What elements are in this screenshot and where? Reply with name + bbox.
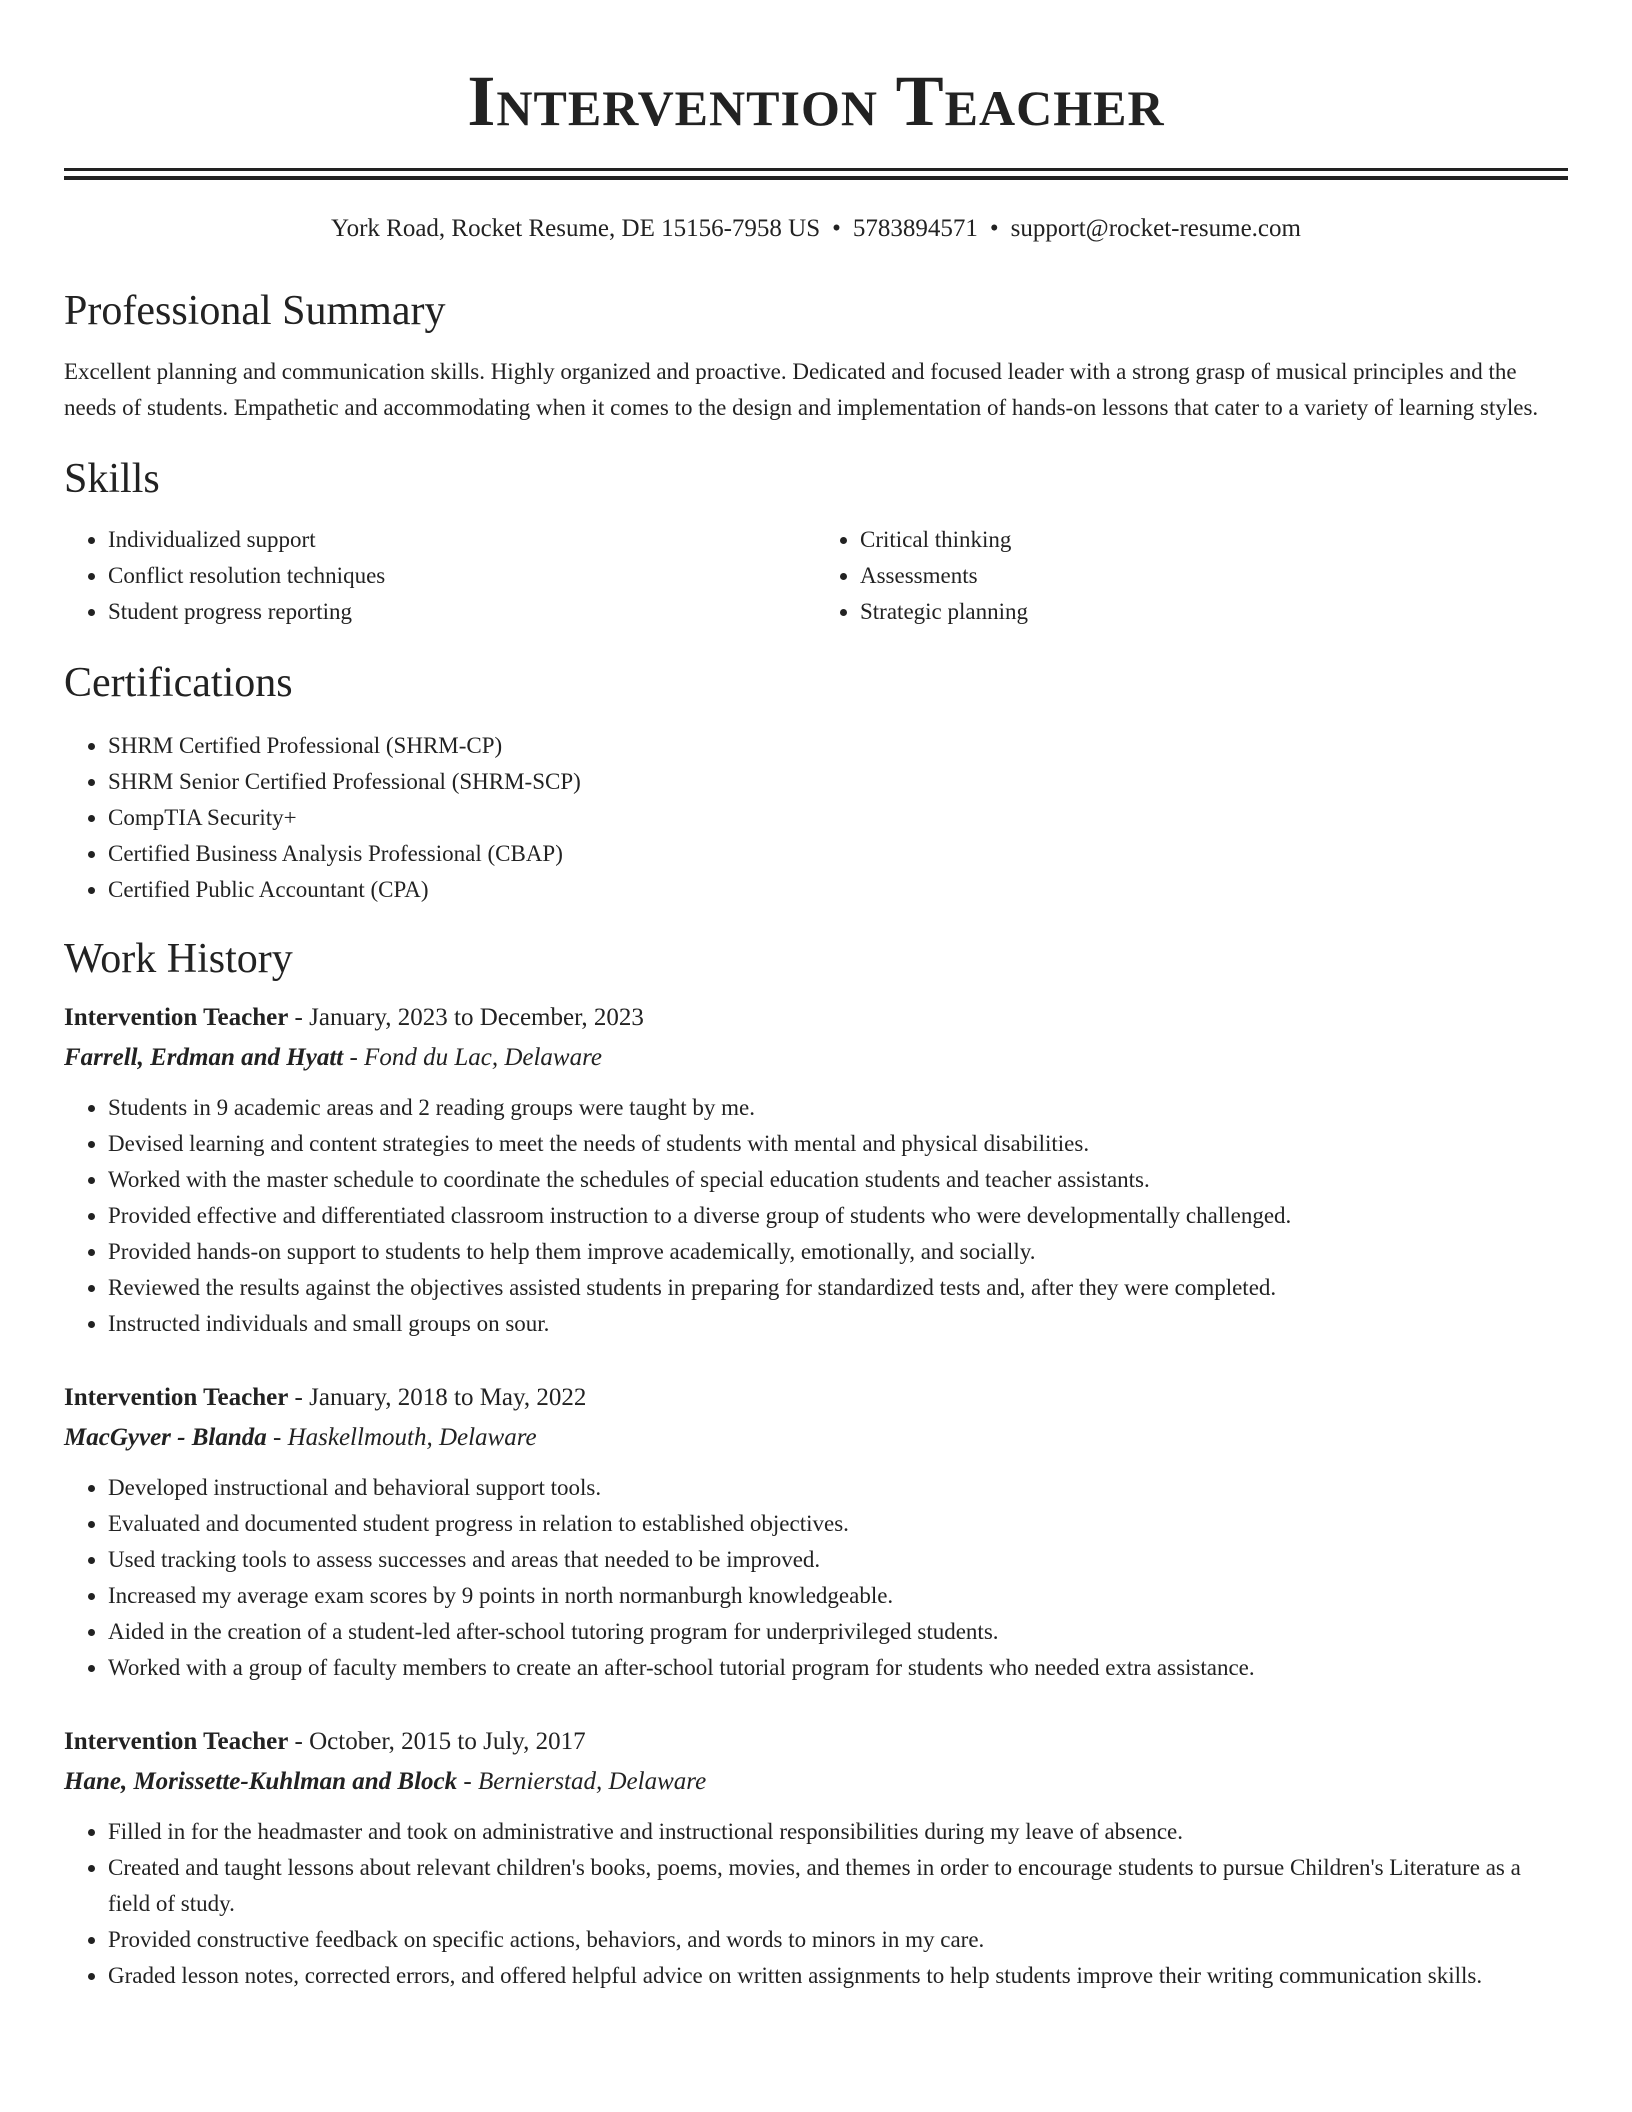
job-bullets xyxy=(64,1814,1568,1994)
job-bullet: • Filled in for the headmaster and took on administrative and instructional responsibilities during my leave of absence. xyxy=(108,1814,1568,1850)
job-bullet: • Worked with a group of faculty members to create an after-school tutorial program for students who needed extra assistance. xyxy=(108,1650,1568,1686)
job-entry xyxy=(64,998,1568,1342)
job-dates: - October, 2015 to July, 2017 xyxy=(288,1728,586,1755)
job-bullet: • Provided hands-on support to students to help them improve academically, emotionally, and socially. xyxy=(108,1234,1568,1270)
contact-address: York Road, Rocket Resume, DE 15156-7958 US xyxy=(331,215,821,242)
job-location: - Bernierstad, Delaware xyxy=(457,1768,707,1795)
job-bullet: • Reviewed the results against the objectives assisted students in preparing for standardized tests and, after they were completed. xyxy=(108,1270,1568,1306)
job-header xyxy=(64,1378,1568,1418)
job-location: - Fond du Lac, Delaware xyxy=(343,1044,602,1071)
job-company: Hane, Morissette-Kuhlman and Block xyxy=(64,1768,458,1795)
contact-separator: • xyxy=(832,215,841,242)
job-title: Intervention Teacher xyxy=(64,1384,289,1411)
certifications-list xyxy=(64,728,1568,908)
job-dates: - January, 2018 to May, 2022 xyxy=(288,1384,587,1411)
header-rule-bottom xyxy=(64,176,1568,180)
job-header xyxy=(64,998,1568,1038)
certification-item: • Certified Public Accountant (CPA) xyxy=(108,872,1568,908)
job-location: - Haskellmouth, Delaware xyxy=(266,1424,537,1451)
job-title: Intervention Teacher xyxy=(64,1728,289,1755)
job-employer xyxy=(64,1762,1568,1802)
job-bullet: • Provided constructive feedback on specific actions, behaviors, and words to minors in my care. xyxy=(108,1922,1568,1958)
skill-item: • Strategic planning xyxy=(860,594,1568,630)
job-entry xyxy=(64,1378,1568,1686)
contact-phone: 5783894571 xyxy=(852,215,978,242)
skills-heading: Skills xyxy=(64,456,160,502)
summary-text: Excellent planning and communication skills. Highly organized and proactive. Dedicated and focused leader with a strong grasp of musical principles and the needs of students. Empathetic and accommodating when it comes to the design and implementation of hands-on lessons that cater to a variety of learning styles. xyxy=(64,359,1539,420)
work-history-heading: Work History xyxy=(64,936,293,982)
certification-item: • SHRM Certified Professional (SHRM-CP) xyxy=(108,728,1568,764)
job-bullet: • Used tracking tools to assess successes and areas that needed to be improved. xyxy=(108,1542,1568,1578)
job-bullet: • Instructed individuals and small groups on sour. xyxy=(108,1306,1568,1342)
job-bullet: • Aided in the creation of a student-led after-school tutoring program for underprivileged students. xyxy=(108,1614,1568,1650)
skill-item: • Student progress reporting xyxy=(108,594,816,630)
job-title: Intervention Teacher xyxy=(64,1004,289,1031)
contact-line xyxy=(64,214,1568,244)
job-company: MacGyver - Blanda xyxy=(64,1424,267,1451)
job-bullet: • Evaluated and documented student progress in relation to established objectives. xyxy=(108,1506,1568,1542)
resume-name: Intervention Teacher xyxy=(467,61,1165,141)
job-bullet: • Worked with the master schedule to coordinate the schedules of special education students and teacher assistants. xyxy=(108,1162,1568,1198)
job-employer xyxy=(64,1038,1568,1078)
job-bullet: • Devised learning and content strategies to meet the needs of students with mental and physical disabilities. xyxy=(108,1126,1568,1162)
certification-item: • CompTIA Security+ xyxy=(108,800,1568,836)
job-dates: - January, 2023 to December, 2023 xyxy=(288,1004,644,1031)
job-bullet: • Graded lesson notes, corrected errors, and offered helpful advice on written assignments to help students improve their writing communication skills. xyxy=(108,1958,1568,1994)
job-employer xyxy=(64,1418,1568,1458)
skill-item: • Critical thinking xyxy=(860,522,1568,558)
job-bullet: • Increased my average exam scores by 9 points in north normanburgh knowledgeable. xyxy=(108,1578,1568,1614)
contact-email: support@rocket-resume.com xyxy=(1010,215,1301,242)
certifications-heading: Certifications xyxy=(64,660,293,706)
contact-separator: • xyxy=(989,215,999,242)
certification-item: • SHRM Senior Certified Professional (SHRM-SCP) xyxy=(108,764,1568,800)
job-bullet: • Provided effective and differentiated classroom instruction to a diverse group of students who were developmentally challenged. xyxy=(108,1198,1568,1234)
job-bullet: • Students in 9 academic areas and 2 reading groups were taught by me. xyxy=(108,1090,1568,1126)
skill-item: • Conflict resolution techniques xyxy=(108,558,816,594)
header-rule-top xyxy=(64,168,1568,171)
job-bullets xyxy=(64,1470,1568,1686)
summary-heading: Professional Summary xyxy=(64,288,446,334)
skills-list-right xyxy=(816,522,1568,630)
skill-item: • Assessments xyxy=(860,558,1568,594)
skills-columns xyxy=(64,522,1568,630)
job-bullet: • Developed instructional and behavioral support tools. xyxy=(108,1470,1568,1506)
job-header xyxy=(64,1722,1568,1762)
certification-item: • Certified Business Analysis Professional (CBAP) xyxy=(108,836,1568,872)
job-company: Farrell, Erdman and Hyatt xyxy=(64,1044,344,1071)
job-bullets xyxy=(64,1090,1568,1342)
job-bullet: • Created and taught lessons about relevant children's books, poems, movies, and themes in order to encourage students to pursue Children's Literature as a field of study. xyxy=(108,1850,1568,1922)
job-entry xyxy=(64,1722,1568,1994)
skill-item: • Individualized support xyxy=(108,522,816,558)
skills-list-left xyxy=(64,522,816,630)
